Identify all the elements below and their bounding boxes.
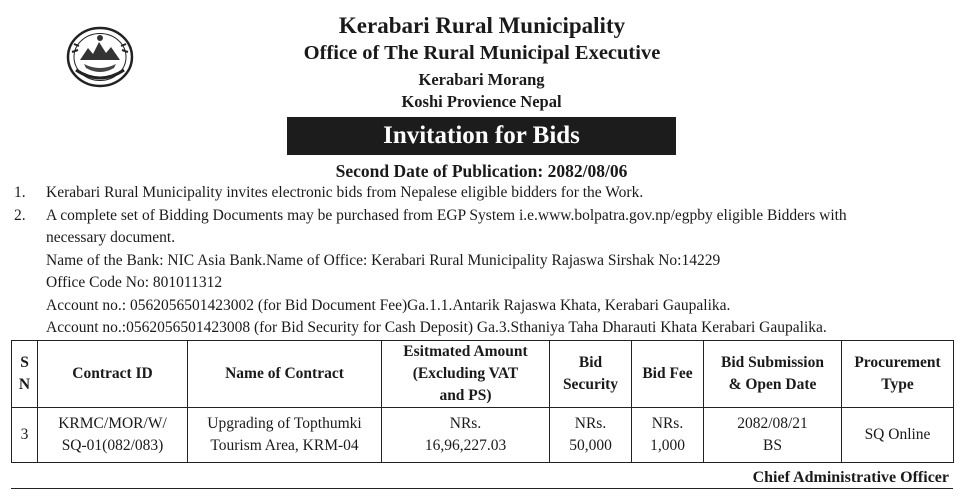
cell-bid-security: NRs. 50,000: [550, 408, 632, 463]
province-line: Koshi Provience Nepal: [401, 92, 562, 111]
bank-details: Name of the Bank: NIC Asia Bank.Name of Office: Kerabari Rural Municipality Rajaswa Sirshak No:14229: [46, 251, 721, 269]
signatory: Chief Administrative Officer: [752, 469, 949, 486]
municipality-name: Kerabari Rural Municipality: [338, 13, 626, 38]
item-text: Kerabari Rural Municipality invites electronic bids from Nepalese eligible bidders for the Work.: [46, 184, 644, 201]
office-code: Office Code No: 801011312: [46, 274, 223, 291]
header-procurement-type: Procurement Type: [842, 341, 954, 408]
item-number: 2.: [14, 206, 26, 224]
bids-table: [11, 340, 954, 463]
cell-contract-id: KRMC/MOR/W/ SQ-01(082/083): [38, 408, 188, 463]
list-item: [14, 205, 959, 228]
header-contract-name: Name of Contract: [188, 341, 382, 408]
account-bid-security: Account no.:0562056501423008 (for Bid Security for Cash Deposit) Ga.3.Sthaniya Taha Dharauti Khata Kerabari Gaupalika.: [46, 319, 827, 336]
cell-bid-fee: NRs. 1,000: [632, 408, 704, 463]
invitation-banner: Invitation for Bids: [287, 117, 676, 155]
location-line: Kerabari Morang: [418, 69, 545, 89]
header-estimated-amount: Esitmated Amount (Excluding VAT and PS): [382, 341, 550, 408]
item-text: A complete set of Bidding Documents may be purchased from EGP System i.e.www.bolpatra.gov.np/egpby eligible Bidders with: [46, 206, 847, 224]
cell-contract-name: Upgrading of Topthumki Tourism Area, KRM-04: [188, 408, 382, 463]
item-number: 1.: [14, 184, 26, 201]
letterhead: [0, 14, 963, 111]
header-contract-id: Contract ID: [38, 341, 188, 408]
header-bid-fee: Bid Fee: [632, 341, 704, 408]
notice-body: [14, 182, 959, 340]
table-row: [12, 408, 954, 463]
bottom-rule: [11, 488, 953, 489]
cell-submission-date: 2082/08/21 BS: [704, 408, 842, 463]
publication-date: Second Date of Publication: 2082/08/06: [335, 161, 628, 181]
header-submission-date: Bid Submission & Open Date: [704, 341, 842, 408]
account-document-fee: Account no.: 0562056501423002 (for Bid Document Fee)Ga.1.1.Antarik Rajaswa Khata, Kerabari Gaupalika.: [46, 296, 731, 314]
office-name: Office of The Rural Municipal Executive: [303, 42, 661, 64]
cell-estimated-amount: NRs. 16,96,227.03: [382, 408, 550, 463]
header-sn: S N: [12, 341, 38, 408]
table-header-row: [12, 341, 954, 408]
list-item: [14, 182, 959, 205]
header-bid-security: Bid Security: [550, 341, 632, 408]
item-continuation: necessary document.: [46, 229, 176, 246]
cell-sn: 3: [12, 408, 38, 463]
cell-procurement-type: SQ Online: [842, 408, 954, 463]
